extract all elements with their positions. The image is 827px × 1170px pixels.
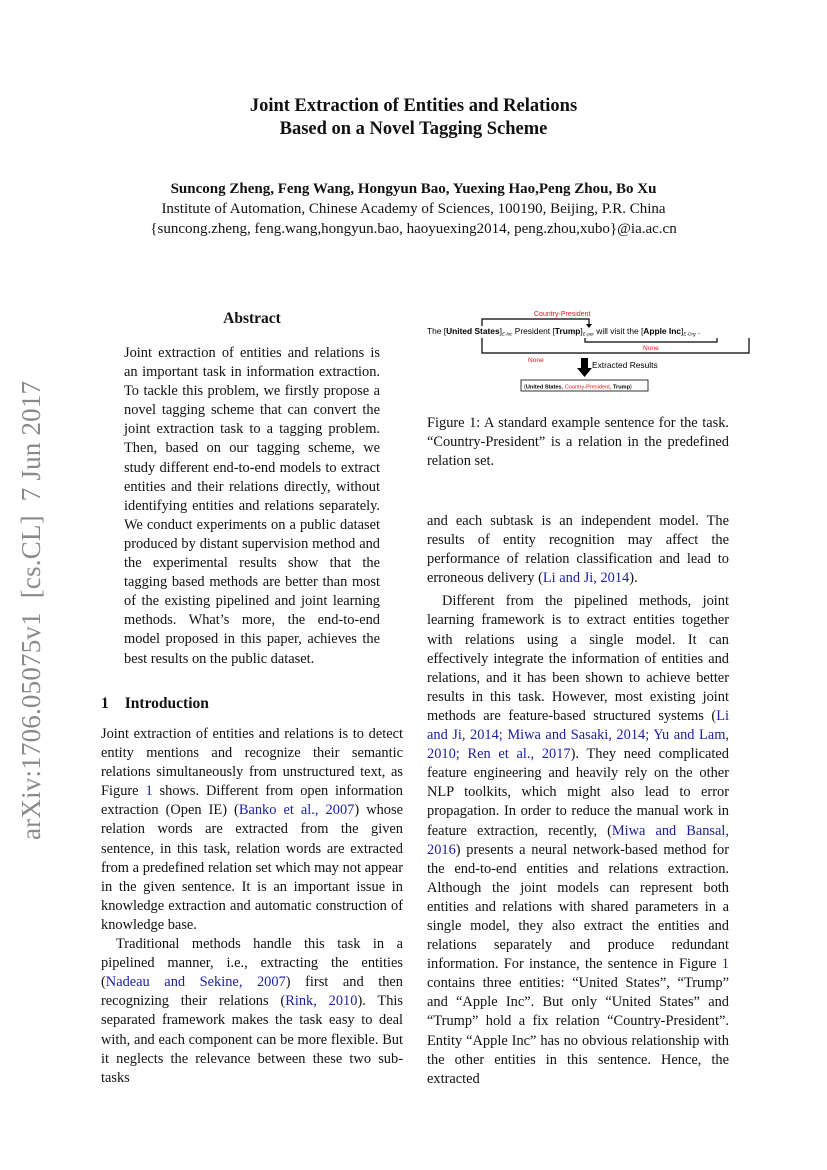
- extracted-results-label: Extracted Results: [592, 360, 658, 370]
- triple-entity-1: United States: [525, 384, 562, 391]
- relation-label: Country-President: [534, 311, 591, 318]
- text-span: ). They need complicated feature engineering and heavily rely on the other NLP toolkits, which might also lead to error propagation. In order to reduce the manual work in feature extraction, recently, (: [427, 746, 729, 839]
- text-span: ).: [629, 570, 638, 587]
- tag-e-loc: E-loc: [501, 331, 513, 337]
- right-paragraph-1: [427, 512, 729, 588]
- citation-link[interactable]: Nadeau and Sekine, 2007: [105, 974, 286, 991]
- none-label-upper: None: [643, 345, 659, 352]
- none-bracket-lower: [482, 338, 749, 353]
- text-span: ). This separated framework makes the task easy to deal with, and each component can be more flexible. But it neglects the relevance between these two sub-tasks: [101, 993, 404, 1086]
- paper-title: [0, 95, 827, 141]
- citation-link[interactable]: Rink, 2010: [285, 993, 358, 1010]
- figure-1-diagram: [427, 306, 757, 396]
- section-number: 1: [101, 695, 109, 712]
- text-span: shows. Different from open information extraction (Open IE) (: [101, 783, 403, 819]
- text-span: Joint extraction of entities and relations is to detect entity mentions and recognize their semantic relations simultaneously from unstructured text, as Figure: [101, 726, 403, 800]
- title-line-2: Based on a Novel Tagging Scheme: [279, 119, 548, 139]
- left-column-body: [101, 725, 403, 1088]
- none-bracket-upper: [585, 338, 717, 342]
- sent-text: President [: [512, 326, 555, 336]
- section-heading-introduction: [101, 695, 209, 713]
- triple-relation: Country-President: [564, 384, 610, 391]
- abstract-paragraph: Joint extraction of entities and relations is an important task in information extraction. To tackle this problem, we firstly propose a novel tagging scheme that can convert the joint extraction task to a tagging problem. Then, based on our tagging scheme, we study different end-to-end models to extract entities and their relations directly, without identifying entities and relations separately. We conduct experiments on a public dataset produced by distant supervision method and the experimental results show that the tagging based methods are better than most of the existing pipelined and joint learning methods. What’s more, the end-to-end model proposed in this paper, achieves the best results on the public dataset.: [124, 345, 380, 667]
- intro-paragraph-1: [101, 725, 403, 935]
- intro-paragraph-2: [101, 935, 403, 1088]
- caption-text: Figure 1: A standard example sentence for the task. “Country-President” is a relation in the predefined relation set.: [427, 415, 729, 470]
- tag-e-org: E-Org: [683, 331, 696, 337]
- text-span: Different from the pipelined methods, joint learning framework is to extract entities together with relations using a single model. It can effectively integrate the information of entities and relations, and it has been shown to achieve better results in this task. However, most existing joint methods are feature-based structured systems (: [427, 593, 729, 724]
- arxiv-stamp: arXiv:1706.05075v1 [cs.CL] 7 Jun 2017: [16, 380, 46, 840]
- sent-text: .: [695, 326, 701, 336]
- entity-trump: Trump: [554, 326, 581, 336]
- down-arrow-shaft: [581, 358, 588, 369]
- text-span: contains three entities: “United States”, “Trump” and “Apple Inc”. But only “United States” and “Trump” hold a fix relation “Country-President”. Entity “Apple Inc” has no obvious relationship with the other entities in this sentence. Hence, the extracted: [427, 975, 729, 1087]
- sent-text: will visit the [: [593, 326, 644, 336]
- entity-united-states: United States: [446, 326, 500, 336]
- abstract-text: [124, 344, 380, 669]
- title-line-1: Joint Extraction of Entities and Relations: [249, 96, 578, 116]
- text-span: and each subtask is an independent model. The results of entity recognition may affect the performance of relation classification and lead to erroneous delivery (: [427, 513, 729, 587]
- tag-e-per: E-per: [582, 331, 594, 337]
- author-names: Suncong Zheng, Feng Wang, Hongyun Bao, Yuexing Hao,Peng Zhou, Bo Xu: [170, 181, 657, 197]
- citation-link[interactable]: Li and Ji, 2014: [542, 570, 630, 587]
- text-span: ) presents a neural network-based method for the end-to-end entities and relations extraction. Although the joint models can represent both entities and relations with shared parameters in a single model, they also extract the entities and relations separately and produce redundant information. For instance, the sentence in Figure: [427, 841, 729, 973]
- abstract-heading: Abstract: [223, 310, 281, 327]
- relation-bracket: [482, 319, 589, 326]
- right-column-body: [427, 512, 729, 1089]
- affiliation: Institute of Automation, Chinese Academy of Sciences, 100190, Beijing, P.R. China: [161, 201, 666, 217]
- sent-text: The [: [427, 326, 447, 336]
- none-label-lower: None: [528, 357, 544, 364]
- figure-1: [427, 306, 757, 396]
- text-span: ) first and then recognizing their relations (: [101, 974, 403, 1010]
- down-arrow-head: [577, 368, 592, 377]
- entity-apple-inc: Apple Inc: [643, 326, 681, 336]
- figure-ref-link[interactable]: 1: [721, 956, 729, 973]
- figure-1-caption: [427, 414, 729, 471]
- text-span: ) whose relation words are extracted from the given sentence, in this task, relation words are extracted from a predefined relation set which may not appear in the given sentence. It is an important issue in knowledge extraction and automatic construction of knowledge base.: [101, 802, 403, 933]
- citation-link[interactable]: Li and Ji, 2014; Miwa and Sasaki, 2014; Yu and Lam, 2010; Ren et al., 2017: [427, 707, 729, 763]
- email: {suncong.zheng, feng.wang,hongyun.bao, haoyuexing2014, peng.zhou,xubo}@ia.ac.cn: [150, 221, 677, 237]
- citation-link[interactable]: Miwa and Bansal, 2016: [427, 822, 729, 858]
- section-title: Introduction: [124, 695, 209, 712]
- example-sentence: The [United States]E-loc President [Trump]E-per will visit the [Apple Inc]E-Org .: [427, 326, 701, 337]
- citation-link[interactable]: Banko et al., 2007: [238, 802, 355, 819]
- figure-ref-link[interactable]: 1: [145, 783, 153, 800]
- result-triple: {United States, Country-President, Trump}: [524, 384, 632, 391]
- author-block: [0, 179, 827, 239]
- triple-entity-2: Trump: [612, 384, 631, 391]
- relation-arrowhead: [586, 324, 592, 328]
- right-paragraph-2: [427, 592, 729, 1088]
- text-span: Traditional methods handle this task in a pipelined manner, i.e., extracting the entities (: [101, 936, 403, 991]
